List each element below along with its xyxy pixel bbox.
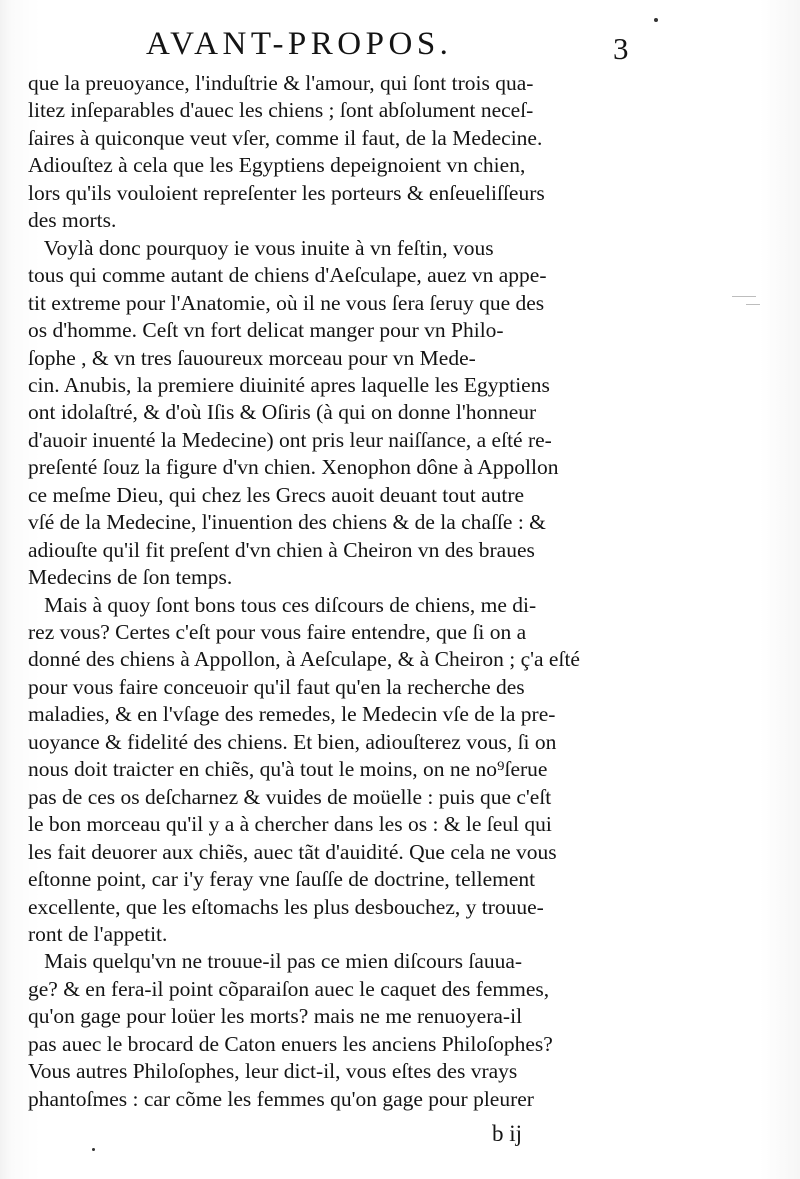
text-line: qu'on gage pour loüer les morts? mais ne me renuoyera-il [28, 1004, 523, 1029]
text-line: tit extreme pour l'Anatomie, où il ne vous ſera ſeruy que des [28, 290, 545, 315]
text-line: lors qu'ils vouloient repreſenter les porteurs & enſeueliſſeurs [28, 180, 545, 205]
text-line: pas auec le brocard de Caton enuers les anciens Philoſophes? [28, 1031, 553, 1056]
text-line: Mais quelqu'vn ne trouue-il pas ce mien diſcours ſauua- [28, 949, 523, 974]
text-line: pour vous faire conceuoir qu'il faut qu'en la recherche des [28, 674, 525, 699]
text-line: ront de l'appetit. [28, 921, 168, 946]
running-title: AVANT-PROPOS. [146, 26, 453, 62]
text-line: ont idolaſtré, & d'où Iſis & Oſiris (à qui on donne l'honneur [28, 400, 537, 425]
text-line: tous qui comme autant de chiens d'Aeſculape, auez vn appe- [28, 263, 547, 288]
text-line: ce meſme Dieu, qui chez les Grecs auoit deuant tout autre [28, 482, 525, 507]
text-line: ge? & en fera-il point cõparaiſon auec le caquet des femmes, [28, 976, 550, 1001]
text-line: cin. Anubis, la premiere diuinité apres laquelle les Egyptiens [28, 372, 550, 397]
text-line: vſé de la Medecine, l'inuention des chiens & de la chaſſe : & [28, 510, 546, 535]
page-number: 3 [613, 31, 629, 66]
text-line: d'auoir inuenté la Medecine) ont pris leur naiſſance, a eſté re- [28, 427, 552, 452]
text-line: Voylà donc pourquoy ie vous inuite à vn feſtin, vous [28, 235, 494, 260]
text-line: donné des chiens à Appollon, à Aeſculape, & à Cheiron ; ç'a eſté [28, 647, 580, 672]
signature-mark: b ij [492, 1121, 523, 1146]
text-line: ſophe , & vn tres ſauoureux morceau pour vn Mede- [28, 345, 476, 370]
text-line: des morts. [28, 208, 117, 233]
text-line: preſenté ſouz la figure d'vn chien. Xenophon dône à Appollon [28, 455, 559, 480]
text-line: phantoſmes : car cõme les femmes qu'on gage pour pleurer [28, 1086, 534, 1111]
ink-speck [92, 1148, 95, 1151]
text-line: Medecins de ſon temps. [28, 565, 233, 590]
text-line: uoyance & fidelité des chiens. Et bien, adiouſterez vous, ſi on [28, 729, 557, 754]
text-line: Vous autres Philoſophes, leur dict-il, vous eſtes des vrays [28, 1059, 518, 1084]
text-line: os d'homme. Ceſt vn fort delicat manger pour vn Philo- [28, 318, 504, 343]
text-line: pas de ces os deſcharnez & vuides de moüelle : puis que c'eſt [28, 784, 552, 809]
margin-mark [746, 304, 760, 305]
text-line: rez vous? Certes c'eſt pour vous faire entendre, que ſi on a [28, 620, 527, 644]
text-line: maladies, & en l'vſage des remedes, le Medecin vſe de la pre- [28, 702, 556, 727]
text-line: nous doit traicter en chiẽs, qu'à tout le moins, on ne no⁹ſerue [28, 757, 548, 782]
text-line: les fait deuorer aux chiẽs, auec tãt d'auidité. Que cela ne vous [28, 839, 557, 864]
text-line: Adiouſtez à cela que les Egyptiens depeignoient vn chien, [28, 153, 526, 178]
text-line: que la preuoyance, l'induſtrie & l'amour, qui ſont trois qua- [28, 71, 534, 95]
text-line: Mais à quoy ſont bons tous ces diſcours de chiens, me di- [28, 592, 537, 617]
text-line: adiouſte qu'il fit preſent d'vn chien à Cheiron vn des braues [28, 537, 535, 562]
margin-mark [732, 296, 756, 297]
text-line: ſaires à quiconque veut vſer, comme il faut, de la Medecine. [28, 125, 543, 150]
text-line: litez inſeparables d'auec les chiens ; ſont abſolument neceſ- [28, 98, 534, 123]
text-line: eſtonne point, car i'y feray vne ſauſſe de doctrine, tellement [28, 867, 536, 892]
ink-speck [654, 18, 658, 22]
text-line: excellente, que les eſtomachs les plus desbouchez, y trouue- [28, 894, 544, 919]
text-line: le bon morceau qu'il y a à chercher dans les os : & le ſeul qui [28, 812, 552, 837]
